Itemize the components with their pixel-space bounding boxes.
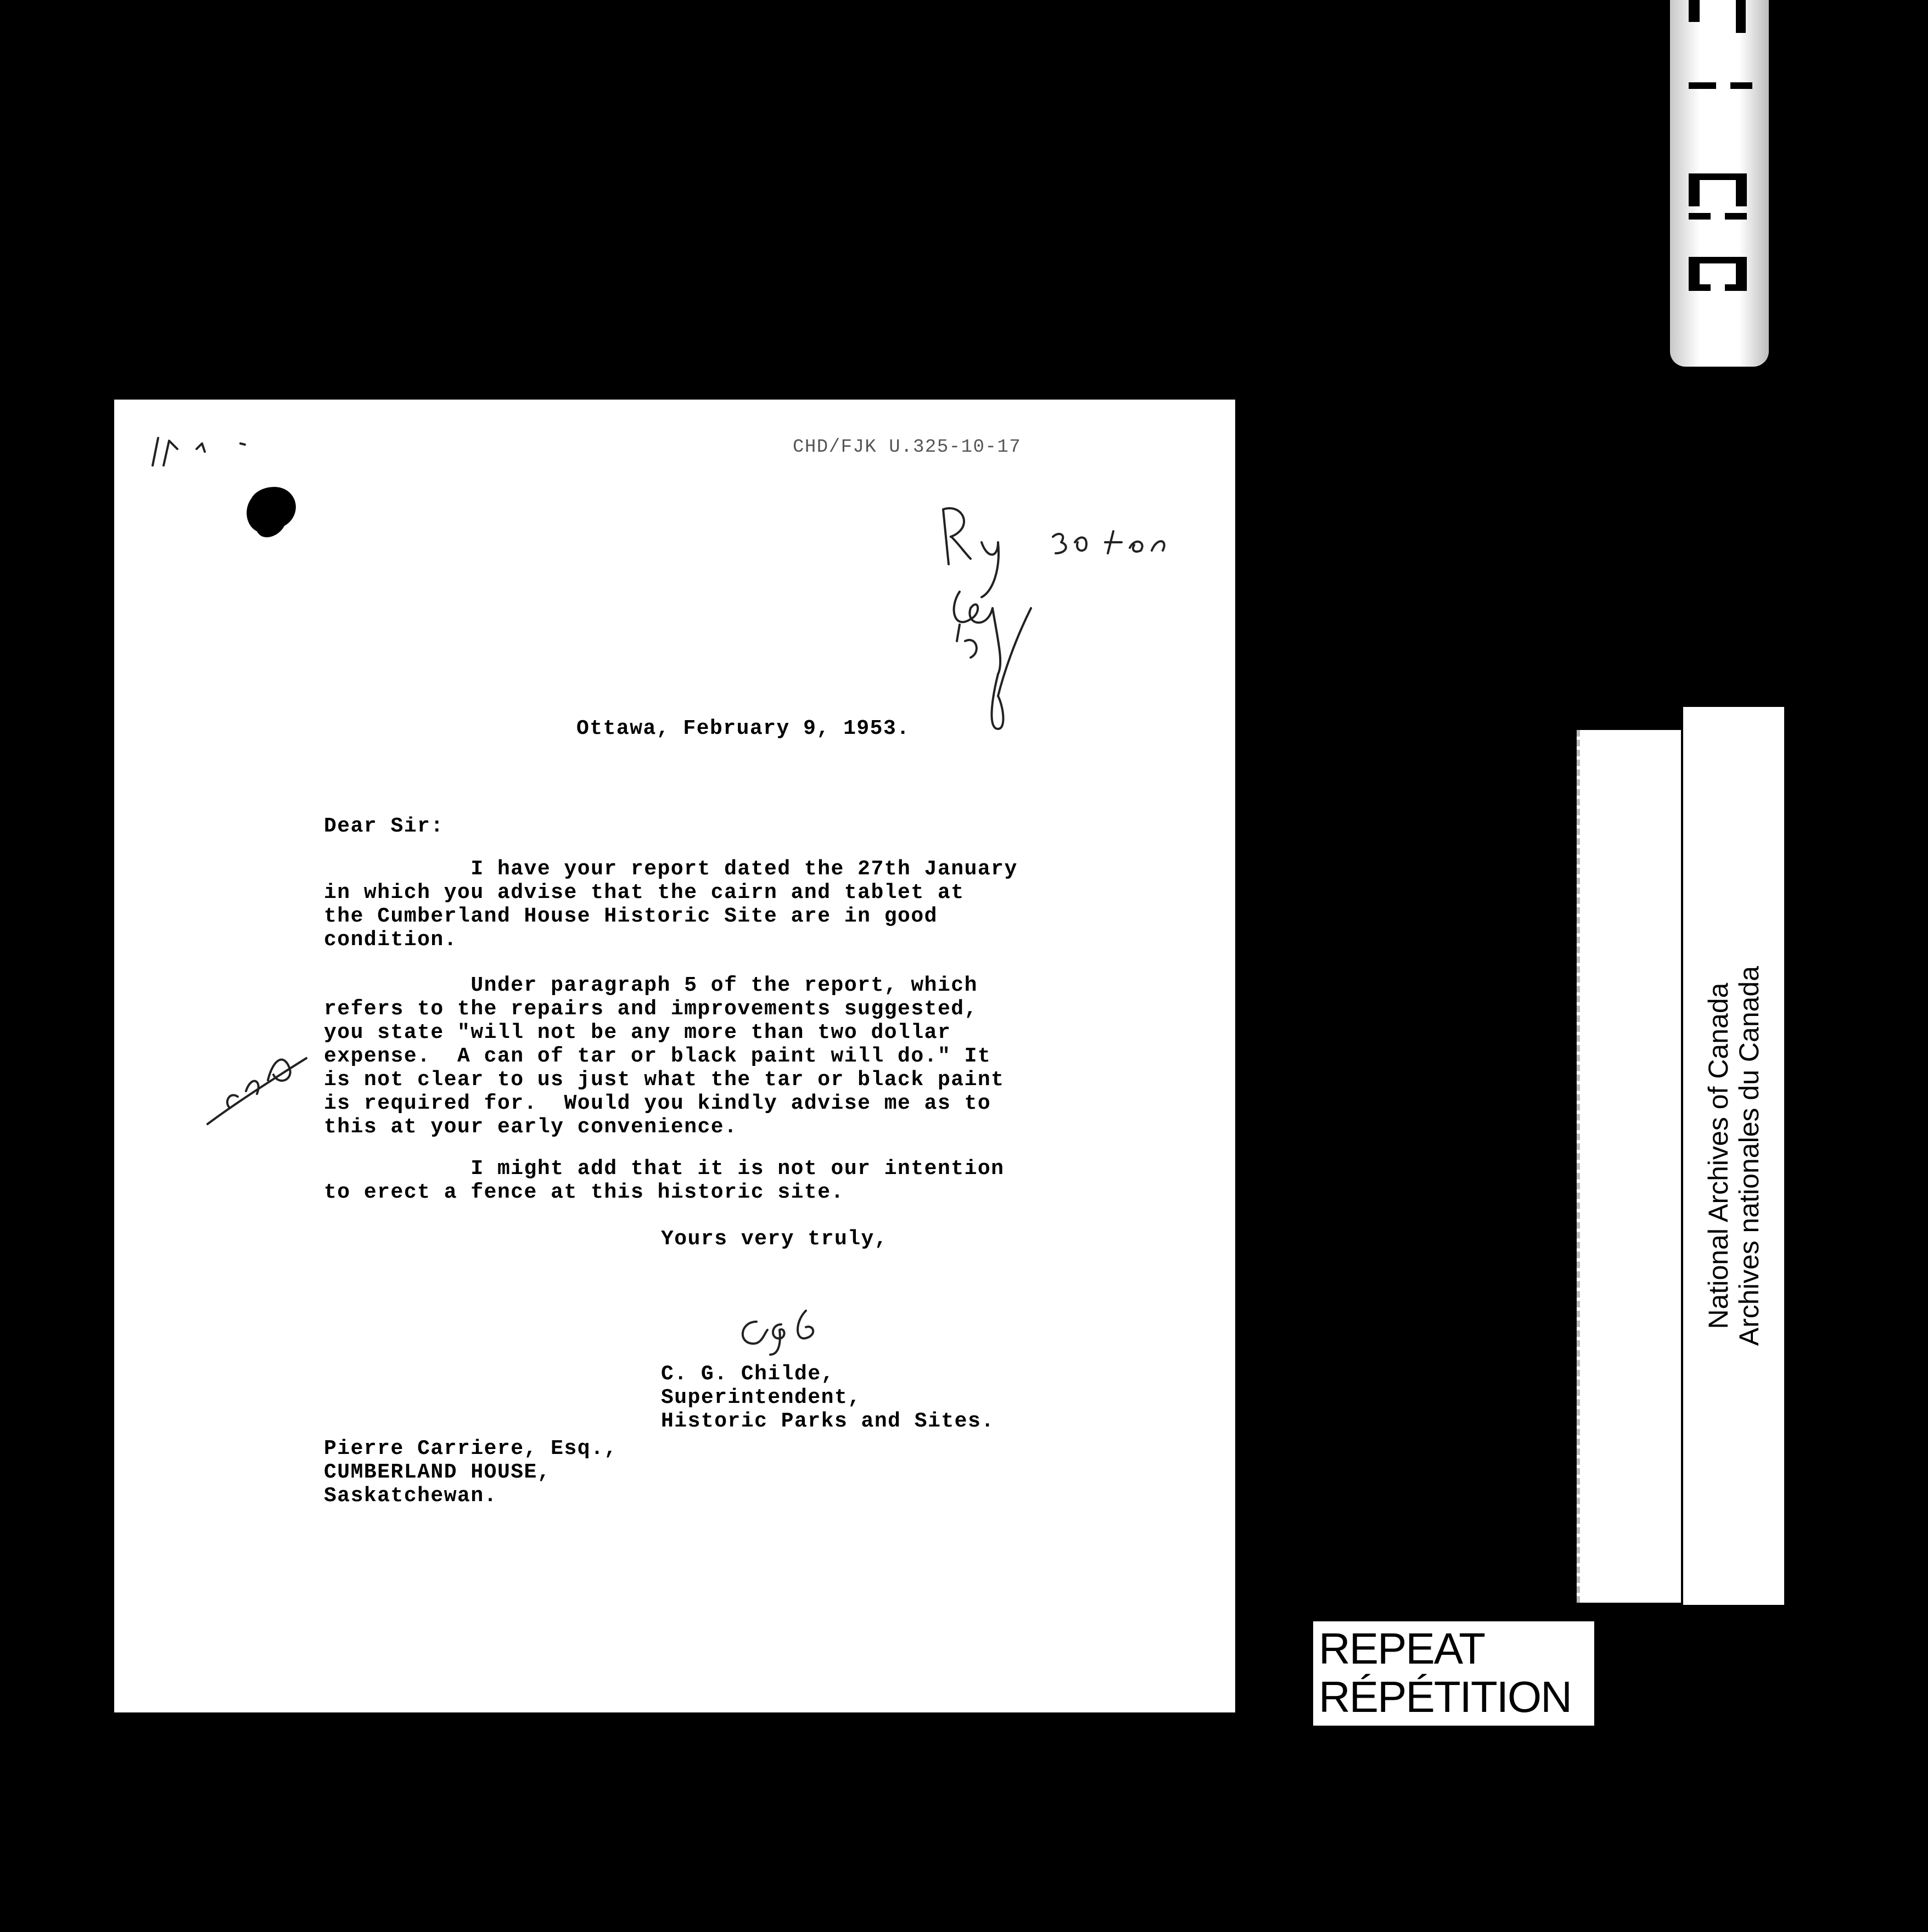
paragraph-3 [324,1157,1005,1204]
repeat-label-fr: RÉPÉTITION [1319,1672,1572,1721]
paragraph-line: is required for. Would you kindly advise me as to [324,1092,991,1115]
signer-name: C. G. Childe, [661,1362,834,1386]
signer-title: Superintendent, [661,1386,861,1409]
film-edge-strip [1577,730,1681,1603]
paragraph-line: expense. A can of tar or black paint will do." It [324,1044,991,1068]
date-line: Ottawa, February 9, 1953. [576,717,910,740]
paragraph-line: Under paragraph 5 of the report, which [324,974,978,997]
paragraph-1 [324,857,1018,952]
archive-label-text [1703,881,1764,1430]
paragraph-line: is not clear to us just what the tar or black paint [324,1068,1005,1092]
archive-label-en: National Archives of Canada [1703,982,1734,1329]
paragraph-line: to erect a fence at this historic site. [324,1181,844,1204]
recipient-place: CUMBERLAND HOUSE, [324,1461,551,1484]
margin-pencil-annotation [197,1025,317,1146]
archive-label-fr: Archives nationales du Canada [1734,965,1764,1346]
paragraph-line: refers to the repairs and improvements suggested, [324,997,978,1021]
film-frame-counter [1670,0,1769,367]
paragraph-line: I have your report dated the 27th January [324,857,1018,881]
recipient-name: Pierre Carriere, Esq., [324,1437,618,1461]
letter-page [114,400,1235,1712]
corner-pencil-mark [147,427,257,471]
paragraph-line: you state "will not be any more than two dollar [324,1021,951,1044]
paragraph-line: this at your early convenience. [324,1115,738,1139]
handwritten-note-annotation [927,498,1223,740]
ink-blot-mark [240,482,306,548]
closing: Yours very truly, [661,1227,888,1251]
paragraph-line: the Cumberland House Historic Site are in good [324,905,938,928]
file-reference: CHD/FJK U.325-10-17 [793,437,1022,458]
paragraph-2 [324,974,1005,1139]
handwritten-initials [729,1300,833,1360]
paragraph-line: in which you advise that the cairn and tablet at [324,881,965,905]
salutation: Dear Sir: [324,815,444,838]
paragraph-line: I might add that it is not our intention [324,1157,1005,1181]
repeat-label [1313,1621,1594,1726]
signer-branch: Historic Parks and Sites. [661,1409,995,1433]
repeat-label-en: REPEAT [1319,1624,1485,1673]
paragraph-line: condition. [324,928,458,952]
recipient-province: Saskatchewan. [324,1484,497,1508]
archive-label [1683,707,1784,1605]
